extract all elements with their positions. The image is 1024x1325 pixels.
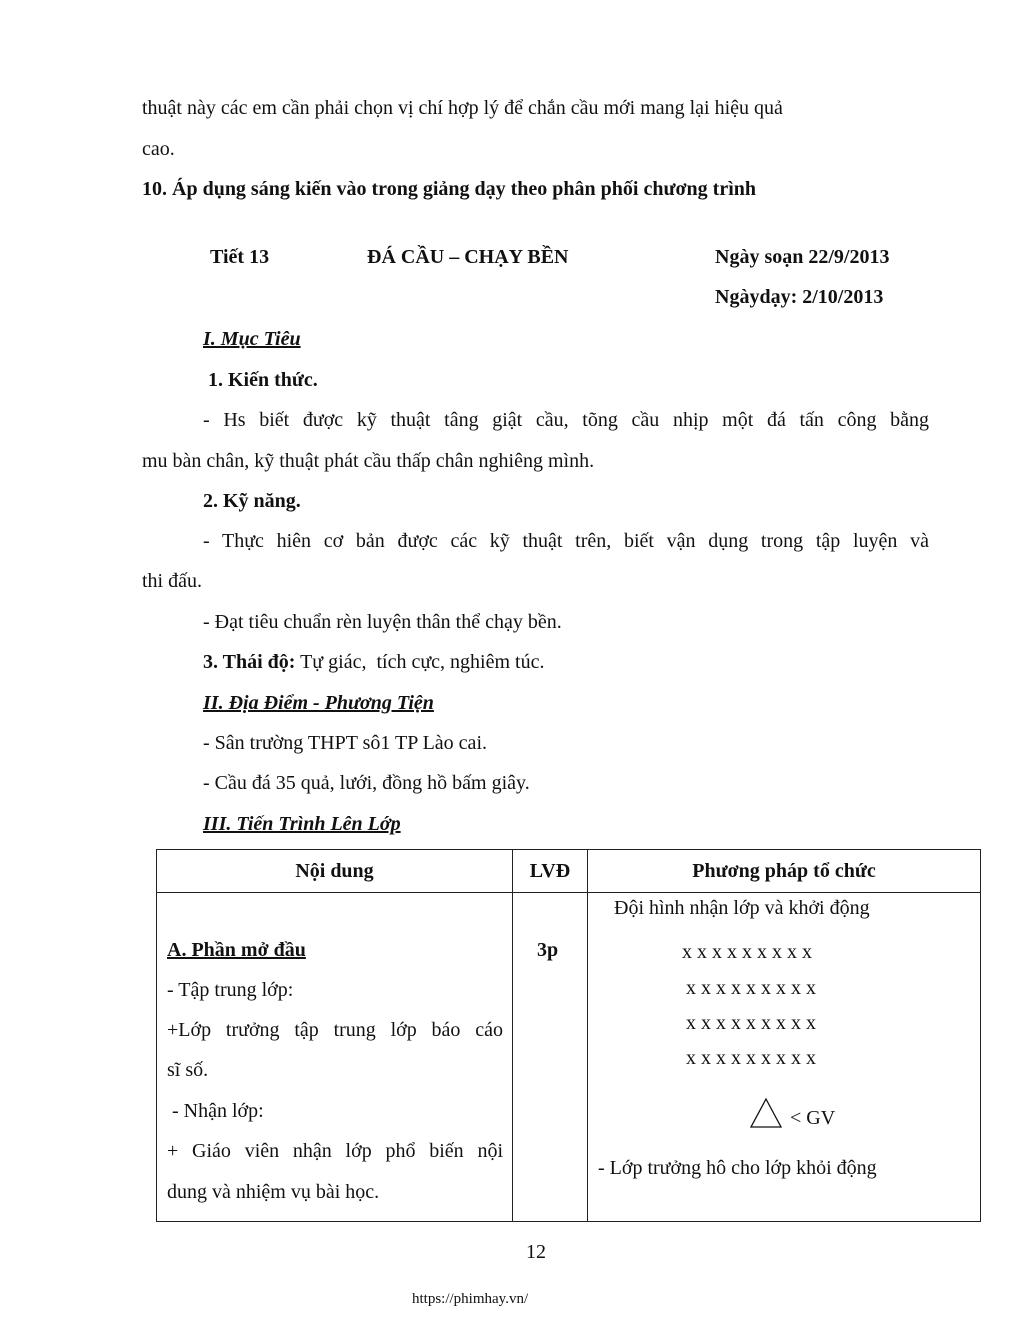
lesson-title: ĐÁ CẦU – CHẠY BỀN — [367, 246, 569, 268]
lvd-value: 3p — [537, 939, 559, 961]
header-method: Phương pháp tổ chức — [588, 850, 981, 893]
lesson-teach-date: Ngàydạy: 2/10/2013 — [715, 286, 884, 308]
formation-row-1: x x x x x x x x x — [682, 941, 812, 963]
teacher-triangle-icon — [749, 1097, 783, 1129]
table-row — [157, 893, 981, 1222]
content-line-5: + Giáo viên nhận lớp phổ biến nội — [167, 1140, 503, 1162]
footer-url[interactable]: https://phimhay.vn/ — [412, 1291, 529, 1307]
intro-line-2: cao. — [142, 138, 175, 160]
content-line-6: dung và nhiệm vụ bài học. — [167, 1181, 380, 1203]
teacher-label: < GV — [790, 1107, 836, 1129]
knowledge-line-2: mu bàn chân, kỹ thuật phát cầu thấp chân nghiêng mình. — [142, 450, 595, 472]
page-number: 12 — [526, 1241, 546, 1263]
header-lvd: LVĐ — [513, 850, 588, 893]
intro-line-1: thuật này các em cần phải chọn vị chí hợp lý để chắn cầu mới mang lại hiệu quả — [142, 97, 783, 119]
lesson-prep-date: Ngày soạn 22/9/2013 — [715, 246, 890, 268]
location-heading: II. Địa Điểm - Phương Tiện — [203, 692, 434, 714]
formation-title: Đội hình nhận lớp và khởi động — [614, 897, 870, 919]
formation-row-3: x x x x x x x x x — [686, 1012, 816, 1034]
method-cell — [588, 893, 981, 1222]
skills-line-1: - Thực hiên cơ bản được các kỹ thuật trên, biết vận dụng trong tập luyện và — [203, 530, 929, 552]
skills-line-2: thi đấu. — [142, 570, 202, 592]
table-header-row — [157, 850, 981, 893]
knowledge-heading: 1. Kiến thức. — [208, 369, 318, 391]
content-line-4: - Nhận lớp: — [167, 1100, 264, 1122]
skills-heading: 2. Kỹ năng. — [203, 490, 301, 512]
objectives-heading: I. Mục Tiêu — [203, 328, 301, 350]
part-title: A. Phần mở đầu — [167, 939, 306, 961]
knowledge-line-1: - Hs biết được kỹ thuật tâng giật cầu, tõng cầu nhịp một đá tấn công bằng — [203, 409, 929, 431]
section-heading: 10. Áp dụng sáng kiến vào trong giảng dạy theo phân phối chương trình — [142, 178, 756, 200]
header-content: Nội dung — [157, 850, 513, 893]
formation-row-2: x x x x x x x x x — [686, 977, 816, 999]
process-heading: III. Tiến Trình Lên Lớp — [203, 813, 401, 835]
lesson-period: Tiết 13 — [210, 246, 270, 268]
skills-line-3: - Đạt tiêu chuẩn rèn luyện thân thể chạy bền. — [203, 611, 562, 633]
lesson-plan-table — [156, 849, 981, 1222]
location-line-1: - Sân trường THPT sô1 TP Lào cai. — [203, 732, 487, 754]
content-line-1: - Tập trung lớp: — [167, 979, 294, 1001]
content-cell — [157, 893, 513, 1222]
lvd-cell — [513, 893, 588, 1222]
attitude-label: 3. Thái độ: — [203, 651, 296, 673]
content-line-2: +Lớp trưởng tập trung lớp báo cáo — [167, 1019, 503, 1041]
location-line-2: - Cầu đá 35 quả, lưới, đồng hồ bấm giây. — [203, 772, 530, 794]
method-note: - Lớp trưởng hô cho lớp khỏi động — [598, 1157, 877, 1179]
formation-row-4: x x x x x x x x x — [686, 1047, 816, 1069]
attitude-line — [203, 651, 544, 674]
content-line-3: sĩ số. — [167, 1059, 209, 1081]
attitude-text: Tự giác, tích cực, nghiêm túc. — [295, 651, 545, 673]
